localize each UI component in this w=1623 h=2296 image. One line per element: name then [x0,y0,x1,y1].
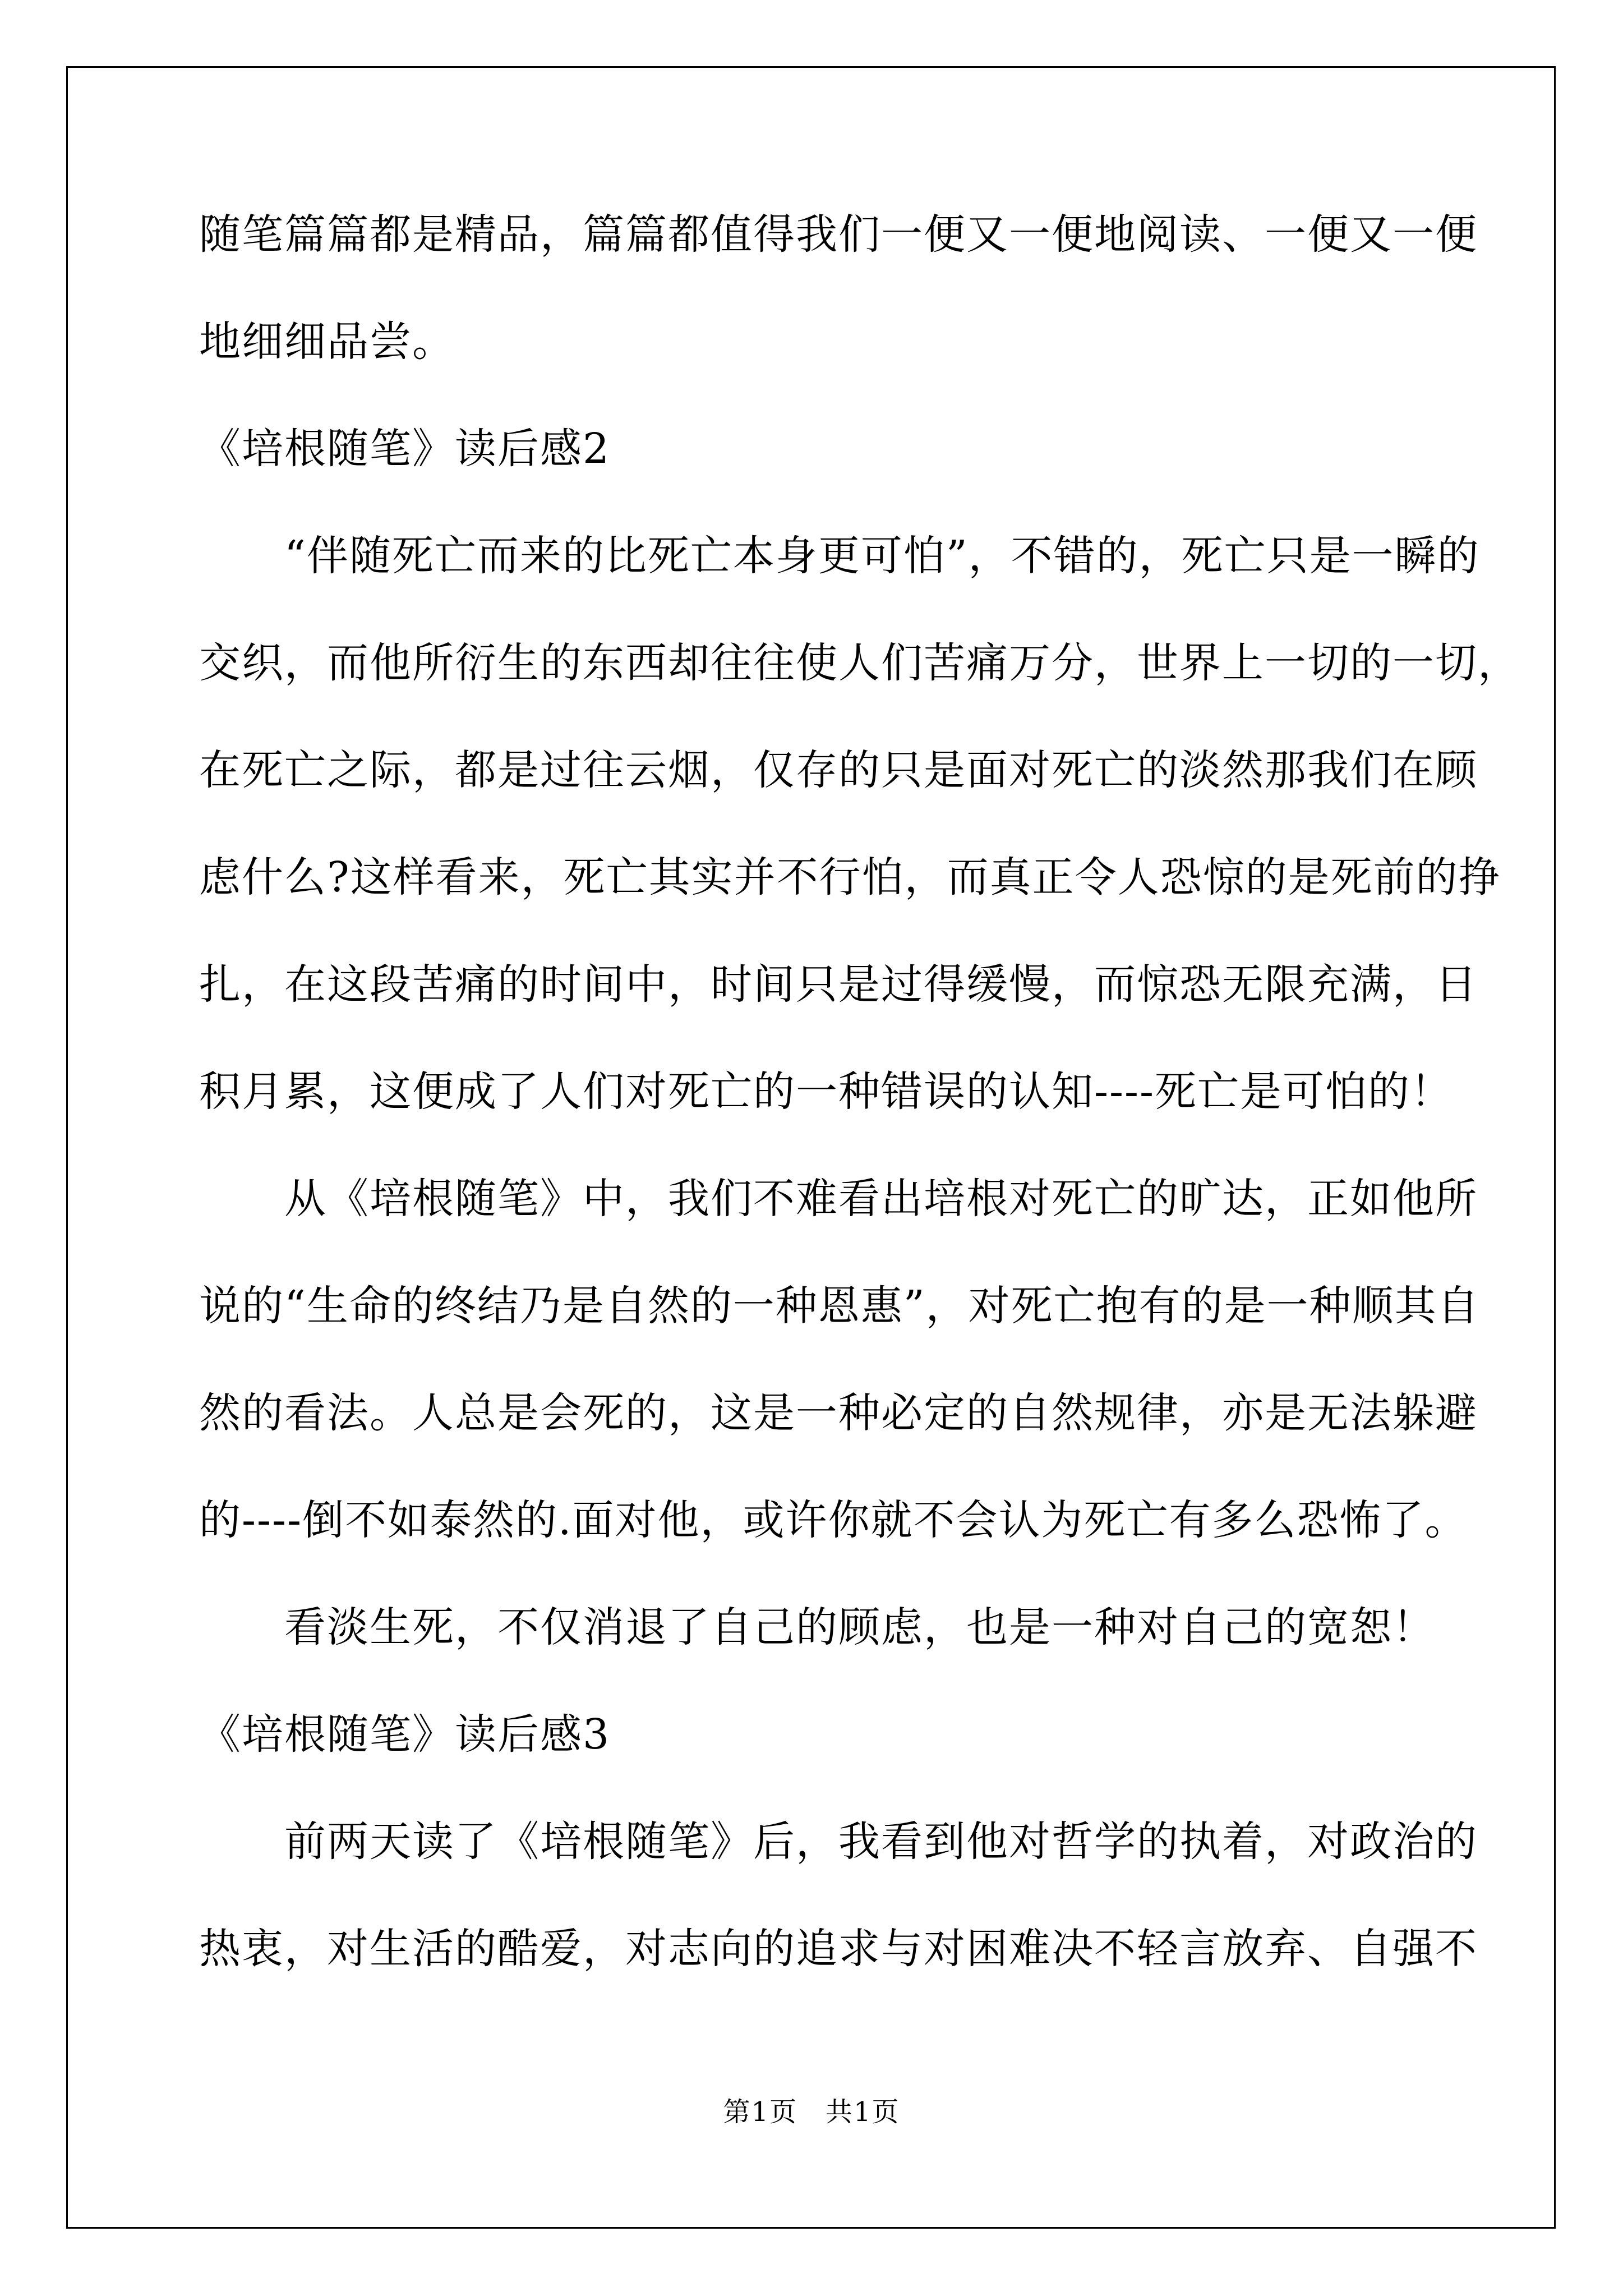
text-line: 积月累，这便成了人们对死亡的一种错误的认知----死亡是可怕的！ [199,1068,1454,1116]
text-line: 然的看法。人总是会死的，这是一种必定的自然规律，亦是无法躲避 [199,1389,1478,1437]
text-line: 交织，而他所衍生的东西却往往使人们苦痛万分，世界上一切的一切， [199,639,1520,687]
text-line: 在死亡之际，都是过往云烟，仅存的只是面对死亡的淡然那我们在顾 [199,746,1478,794]
text-line: 前两天读了《培根随笔》后，我看到他对哲学的执着，对政治的 [199,1818,1478,1866]
text-line: 说的“生命的终结乃是自然的一种恩惠”，对死亡抱有的是一种顺其自 [199,1282,1480,1330]
page-footer: 第1页 共1页 [723,2096,900,2128]
text-line: 虑什么?这样看来，死亡其实并不行怕，而真正令人恐惊的是死前的挣 [199,853,1501,901]
text-line: 看淡生死，不仅消退了自己的顾虑，也是一种对自己的宽恕！ [199,1603,1435,1651]
document-body [199,208,1520,2029]
section-title: 《培根随笔》读后感3 [199,1710,611,1759]
text-line: 热衷，对生活的酷爱，对志向的追求与对困难决不轻言放弃、自强不 [199,1925,1478,1973]
text-line: 地细细品尝。 [199,318,455,366]
text-line: “伴随死亡而来的比死亡本身更可怕”，不错的，死亡只是一瞬的 [199,532,1480,580]
text-line: 随笔篇篇都是精品，篇篇都值得我们一便又一便地阅读、一便又一便 [199,210,1478,259]
text-line: 从《培根随笔》中，我们不难看出培根对死亡的旷达，正如他所 [199,1175,1478,1223]
section-title: 《培根随笔》读后感2 [199,425,611,473]
text-line: 扎，在这段苦痛的时间中，时间只是过得缓慢，而惊恐无限充满，日 [199,960,1478,1009]
text-line: 的----倒不如泰然的.面对他，或许你就不会认为死亡有多么恐怖了。 [199,1496,1468,1544]
